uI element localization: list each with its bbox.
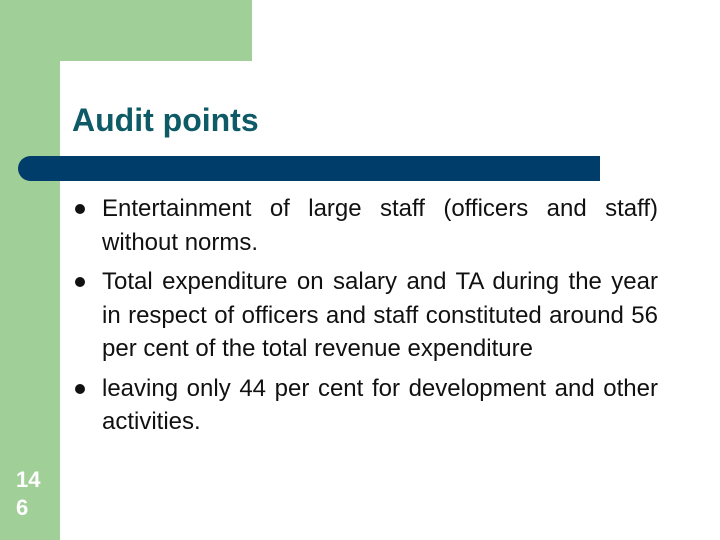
slide-number: 14 6 [16, 467, 41, 520]
bullet-dot-icon [75, 277, 85, 287]
left-green-band [0, 0, 60, 540]
bullet-text: leaving only 44 per cent for development and other activities. [102, 374, 658, 435]
slide-title: Audit points [72, 102, 259, 138]
title-divider-bar [18, 156, 600, 181]
bullet-item [70, 192, 658, 259]
bullet-text: Total expenditure on salary and TA during the year in respect of officers and staff constituted around 56 per cent of the total revenue expenditure [102, 268, 658, 362]
bullet-list [70, 192, 658, 439]
top-green-block [0, 0, 252, 61]
bullet-text: Entertainment of large staff (officers and staff) without norms. [102, 195, 658, 256]
bullet-dot-icon [75, 204, 85, 214]
bullet-item [70, 372, 658, 439]
bullet-item [70, 265, 658, 366]
bullet-dot-icon [75, 384, 85, 394]
